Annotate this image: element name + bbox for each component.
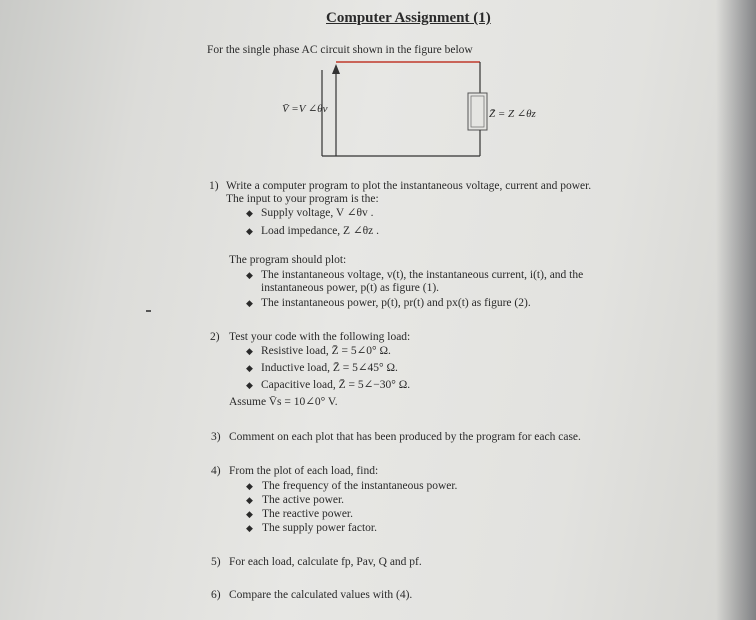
q5-text: For each load, calculate fp, Pav, Q and pf.: [229, 556, 422, 568]
q1-input-voltage: Supply voltage, V ∠θv .: [261, 207, 374, 219]
q6-text: Compare the calculated values with (4).: [229, 589, 413, 601]
q4-item-frequency: The frequency of the instantaneous power.: [262, 480, 458, 492]
bullet-icon: ◆: [246, 346, 253, 356]
arrow-up-icon: [332, 64, 340, 74]
q4-item-pf: The supply power factor.: [262, 522, 377, 534]
q1-input-impedance: Load impedance, Z ∠θz .: [261, 225, 379, 237]
bullet-icon: ◆: [246, 481, 253, 491]
intro-text: For the single phase AC circuit shown in the figure below: [207, 44, 473, 56]
load-label: Z̄ = Z ∠θz: [489, 108, 536, 120]
bullet-icon: ◆: [246, 270, 253, 280]
q3-text: Comment on each plot that has been produced by the program for each case.: [229, 431, 581, 443]
q1-plot-item-1b: instantaneous power, p(t) as figure (1).: [261, 282, 440, 294]
q2-load-resistive: Resistive load, Z̄ = 5∠0° Ω.: [261, 345, 391, 357]
q1-line2: The input to your program is the:: [226, 193, 379, 205]
bullet-icon: ◆: [246, 298, 253, 308]
bullet-icon: ◆: [246, 208, 253, 218]
page-title: Computer Assignment (1): [326, 10, 491, 26]
q5-number: 5): [211, 556, 221, 568]
q1-plot-item-1a: The instantaneous voltage, v(t), the instantaneous current, i(t), and the: [261, 269, 584, 281]
source-label: V̄ =V ∠θv: [282, 103, 328, 115]
q4-number: 4): [211, 465, 221, 477]
q4-text: From the plot of each load, find:: [229, 465, 379, 477]
q1-plot-head: The program should plot:: [229, 254, 347, 266]
bullet-icon: ◆: [246, 226, 253, 236]
q4-item-active: The active power.: [262, 494, 345, 506]
bullet-icon: ◆: [246, 509, 253, 519]
q2-load-inductive: Inductive load, Z̄ = 5∠45° Ω.: [261, 362, 398, 374]
bullet-icon: ◆: [246, 380, 253, 390]
bullet-icon: ◆: [246, 363, 253, 373]
q2-assume: Assume V̄s = 10∠0° V.: [229, 396, 338, 408]
q1-number: 1): [209, 180, 219, 192]
q1-line1: Write a computer program to plot the instantaneous voltage, current and power.: [226, 180, 592, 192]
q2-line1: Test your code with the following load:: [229, 331, 411, 343]
q6-number: 6): [211, 589, 221, 601]
bullet-icon: ◆: [246, 523, 253, 533]
q4-item-reactive: The reactive power.: [262, 508, 353, 520]
bullet-icon: ◆: [246, 495, 253, 505]
q2-number: 2): [210, 331, 220, 343]
q1-plot-item-2: The instantaneous power, p(t), pr(t) and px(t) as figure (2).: [261, 297, 531, 309]
q3-number: 3): [211, 431, 221, 443]
q2-load-capacitive: Capacitive load, Z̄ = 5∠−30° Ω.: [261, 379, 411, 391]
